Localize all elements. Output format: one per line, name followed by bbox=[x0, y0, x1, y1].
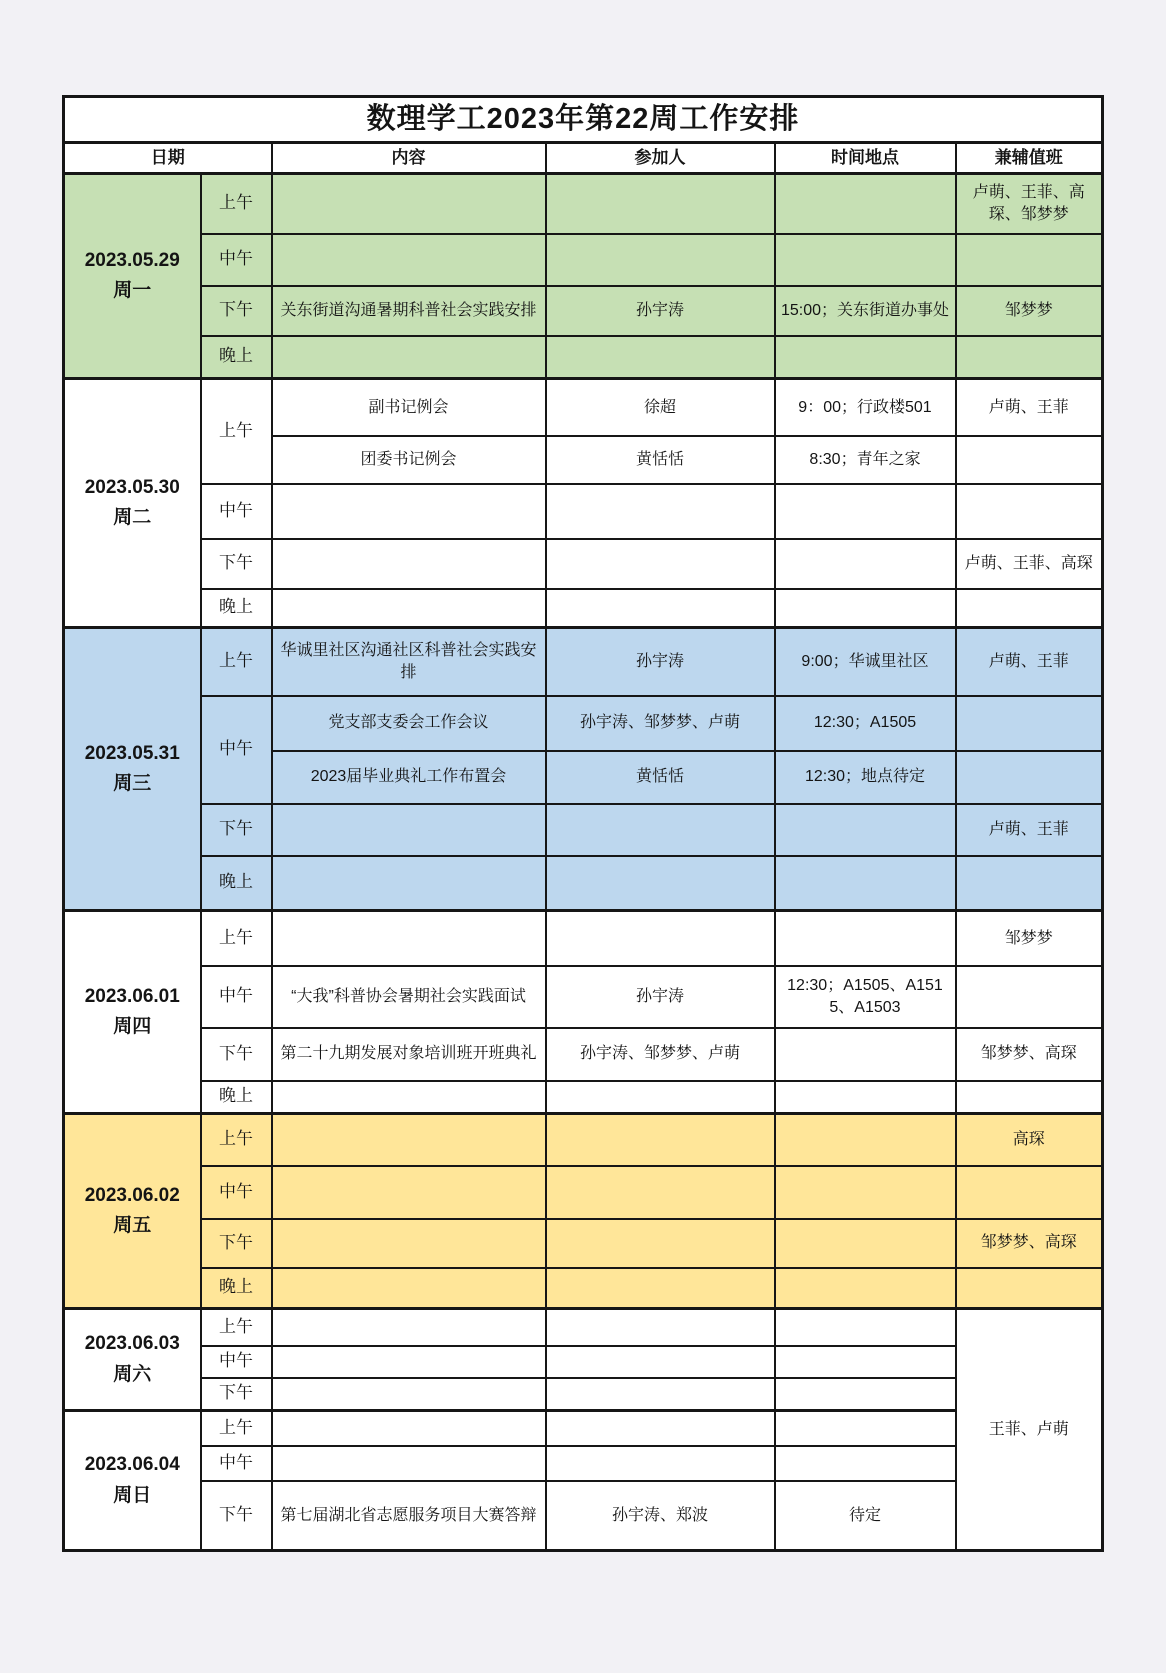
period-cell: 晚上 bbox=[201, 589, 272, 628]
time-place-cell: 待定 bbox=[775, 1481, 956, 1551]
content-cell bbox=[272, 174, 546, 234]
duty-cell bbox=[956, 1081, 1103, 1114]
duty-cell: 卢萌、王菲、高琛、邹梦梦 bbox=[956, 174, 1103, 234]
content-cell bbox=[272, 336, 546, 379]
weekday-text: 周二 bbox=[113, 507, 152, 529]
content-cell: “大我”科普协会暑期社会实践面试 bbox=[272, 966, 546, 1028]
weekday-text: 周三 bbox=[113, 773, 152, 795]
content-cell: 第七届湖北省志愿服务项目大赛答辩 bbox=[272, 1481, 546, 1551]
time-place-cell bbox=[775, 589, 956, 628]
weekday-text: 周六 bbox=[113, 1363, 152, 1385]
column-header-time-place: 时间地点 bbox=[775, 143, 956, 174]
duty-cell: 卢萌、王菲 bbox=[956, 628, 1103, 696]
time-place-cell bbox=[775, 1268, 956, 1309]
period-cell: 下午 bbox=[201, 1378, 272, 1411]
period-cell: 中午 bbox=[201, 696, 272, 804]
time-place-cell: 15:00；关东街道办事处 bbox=[775, 286, 956, 336]
duty-cell: 卢萌、王菲 bbox=[956, 804, 1103, 856]
date-cell-thursday bbox=[64, 911, 201, 1114]
column-header-date: 日期 bbox=[64, 143, 272, 174]
content-cell: 2023届毕业典礼工作布置会 bbox=[272, 751, 546, 804]
date-cell-saturday bbox=[64, 1309, 201, 1411]
duty-cell: 邹梦梦 bbox=[956, 286, 1103, 336]
content-cell: 党支部支委会工作会议 bbox=[272, 696, 546, 751]
participants-cell bbox=[546, 1411, 775, 1446]
duty-cell bbox=[956, 1166, 1103, 1219]
content-cell bbox=[272, 911, 546, 966]
content-cell bbox=[272, 1446, 546, 1481]
time-place-cell bbox=[775, 1446, 956, 1481]
period-cell: 中午 bbox=[201, 1346, 272, 1378]
duty-cell bbox=[956, 234, 1103, 286]
time-place-cell bbox=[775, 1081, 956, 1114]
duty-cell bbox=[956, 966, 1103, 1028]
date-cell-sunday bbox=[64, 1411, 201, 1551]
date-text: 2023.05.29 bbox=[84, 249, 180, 271]
period-cell: 上午 bbox=[201, 1309, 272, 1346]
period-cell: 中午 bbox=[201, 1166, 272, 1219]
content-cell bbox=[272, 1081, 546, 1114]
participants-cell bbox=[546, 589, 775, 628]
period-cell: 上午 bbox=[201, 1411, 272, 1446]
date-cell-friday bbox=[64, 1114, 201, 1309]
duty-cell bbox=[956, 484, 1103, 539]
participants-cell: 孙宇涛、邹梦梦、卢萌 bbox=[546, 696, 775, 751]
duty-cell bbox=[956, 1268, 1103, 1309]
date-text: 2023.05.30 bbox=[84, 476, 180, 498]
time-place-cell: 8:30；青年之家 bbox=[775, 436, 956, 484]
time-place-cell bbox=[775, 856, 956, 911]
time-place-cell bbox=[775, 1309, 956, 1346]
content-cell bbox=[272, 804, 546, 856]
participants-cell: 孙宇涛 bbox=[546, 966, 775, 1028]
weekday-text: 周五 bbox=[113, 1215, 152, 1237]
participants-cell bbox=[546, 1446, 775, 1481]
period-cell: 下午 bbox=[201, 1481, 272, 1551]
time-place-cell bbox=[775, 1166, 956, 1219]
duty-cell-weekend: 王菲、卢萌 bbox=[956, 1309, 1103, 1551]
duty-cell bbox=[956, 751, 1103, 804]
content-cell bbox=[272, 1268, 546, 1309]
time-place-cell bbox=[775, 1114, 956, 1166]
participants-cell bbox=[546, 1309, 775, 1346]
time-place-cell bbox=[775, 1346, 956, 1378]
time-place-cell bbox=[775, 1411, 956, 1446]
time-place-cell: 12:30；地点待定 bbox=[775, 751, 956, 804]
duty-cell bbox=[956, 856, 1103, 911]
column-header-participants: 参加人 bbox=[546, 143, 775, 174]
time-place-cell bbox=[775, 1028, 956, 1081]
page-title: 数理学工2023年第22周工作安排 bbox=[64, 97, 1103, 143]
duty-cell: 邹梦梦、高琛 bbox=[956, 1219, 1103, 1268]
duty-cell bbox=[956, 589, 1103, 628]
date-text: 2023.06.02 bbox=[84, 1184, 180, 1206]
period-cell: 中午 bbox=[201, 1446, 272, 1481]
duty-cell: 卢萌、王菲、高琛 bbox=[956, 539, 1103, 589]
period-cell: 晚上 bbox=[201, 1081, 272, 1114]
period-cell: 中午 bbox=[201, 484, 272, 539]
column-header-duty: 兼辅值班 bbox=[956, 143, 1103, 174]
date-text: 2023.06.03 bbox=[84, 1333, 180, 1355]
date-text: 2023.06.04 bbox=[84, 1454, 180, 1476]
participants-cell bbox=[546, 539, 775, 589]
period-cell: 晚上 bbox=[201, 856, 272, 911]
duty-cell: 高琛 bbox=[956, 1114, 1103, 1166]
content-cell: 团委书记例会 bbox=[272, 436, 546, 484]
time-place-cell bbox=[775, 539, 956, 589]
participants-cell bbox=[546, 336, 775, 379]
content-cell bbox=[272, 234, 546, 286]
schedule-table bbox=[62, 95, 1104, 1552]
period-cell: 中午 bbox=[201, 234, 272, 286]
time-place-cell: 9：00；行政楼501 bbox=[775, 379, 956, 436]
time-place-cell bbox=[775, 1219, 956, 1268]
content-cell: 关东街道沟通暑期科普社会实践安排 bbox=[272, 286, 546, 336]
content-cell bbox=[272, 589, 546, 628]
participants-cell: 孙宇涛 bbox=[546, 286, 775, 336]
content-cell bbox=[272, 1378, 546, 1411]
time-place-cell: 12:30；A1505、A1515、A1503 bbox=[775, 966, 956, 1028]
duty-cell: 邹梦梦、高琛 bbox=[956, 1028, 1103, 1081]
participants-cell bbox=[546, 856, 775, 911]
period-cell: 下午 bbox=[201, 804, 272, 856]
duty-cell bbox=[956, 696, 1103, 751]
participants-cell bbox=[546, 1346, 775, 1378]
time-place-cell: 9:00；华诚里社区 bbox=[775, 628, 956, 696]
time-place-cell bbox=[775, 1378, 956, 1411]
period-cell: 晚上 bbox=[201, 336, 272, 379]
content-cell: 第二十九期发展对象培训班开班典礼 bbox=[272, 1028, 546, 1081]
time-place-cell bbox=[775, 484, 956, 539]
duty-cell: 邹梦梦 bbox=[956, 911, 1103, 966]
duty-cell bbox=[956, 336, 1103, 379]
duty-cell: 卢萌、王菲 bbox=[956, 379, 1103, 436]
content-cell bbox=[272, 1346, 546, 1378]
schedule-sheet bbox=[62, 95, 1104, 1552]
participants-cell bbox=[546, 1114, 775, 1166]
participants-cell bbox=[546, 1166, 775, 1219]
content-cell bbox=[272, 1114, 546, 1166]
content-cell bbox=[272, 539, 546, 589]
time-place-cell bbox=[775, 336, 956, 379]
period-cell: 下午 bbox=[201, 286, 272, 336]
period-cell: 晚上 bbox=[201, 1268, 272, 1309]
participants-cell bbox=[546, 804, 775, 856]
participants-cell bbox=[546, 1081, 775, 1114]
participants-cell bbox=[546, 234, 775, 286]
content-cell bbox=[272, 1411, 546, 1446]
participants-cell bbox=[546, 1378, 775, 1411]
period-cell: 上午 bbox=[201, 174, 272, 234]
participants-cell bbox=[546, 484, 775, 539]
weekday-text: 周一 bbox=[113, 280, 152, 302]
content-cell: 副书记例会 bbox=[272, 379, 546, 436]
participants-cell bbox=[546, 1219, 775, 1268]
time-place-cell bbox=[775, 234, 956, 286]
period-cell: 上午 bbox=[201, 911, 272, 966]
period-cell: 下午 bbox=[201, 539, 272, 589]
content-cell bbox=[272, 1219, 546, 1268]
column-header-content: 内容 bbox=[272, 143, 546, 174]
content-cell bbox=[272, 1166, 546, 1219]
date-text: 2023.05.31 bbox=[84, 742, 180, 764]
period-cell: 上午 bbox=[201, 379, 272, 484]
participants-cell: 孙宇涛、郑波 bbox=[546, 1481, 775, 1551]
date-cell-monday bbox=[64, 174, 201, 379]
participants-cell bbox=[546, 174, 775, 234]
period-cell: 上午 bbox=[201, 1114, 272, 1166]
date-cell-tuesday bbox=[64, 379, 201, 628]
period-cell: 上午 bbox=[201, 628, 272, 696]
duty-cell bbox=[956, 436, 1103, 484]
date-cell-wednesday bbox=[64, 628, 201, 911]
participants-cell: 黄恬恬 bbox=[546, 751, 775, 804]
participants-cell: 孙宇涛、邹梦梦、卢萌 bbox=[546, 1028, 775, 1081]
content-cell: 华诚里社区沟通社区科普社会实践安排 bbox=[272, 628, 546, 696]
participants-cell bbox=[546, 1268, 775, 1309]
content-cell bbox=[272, 856, 546, 911]
participants-cell: 孙宇涛 bbox=[546, 628, 775, 696]
content-cell bbox=[272, 484, 546, 539]
participants-cell: 徐超 bbox=[546, 379, 775, 436]
period-cell: 下午 bbox=[201, 1028, 272, 1081]
weekday-text: 周日 bbox=[113, 1484, 152, 1506]
date-text: 2023.06.01 bbox=[84, 985, 180, 1007]
period-cell: 中午 bbox=[201, 966, 272, 1028]
content-cell bbox=[272, 1309, 546, 1346]
time-place-cell bbox=[775, 804, 956, 856]
period-cell: 下午 bbox=[201, 1219, 272, 1268]
participants-cell: 黄恬恬 bbox=[546, 436, 775, 484]
time-place-cell bbox=[775, 911, 956, 966]
time-place-cell: 12:30；A1505 bbox=[775, 696, 956, 751]
time-place-cell bbox=[775, 174, 956, 234]
weekday-text: 周四 bbox=[113, 1016, 152, 1038]
participants-cell bbox=[546, 911, 775, 966]
